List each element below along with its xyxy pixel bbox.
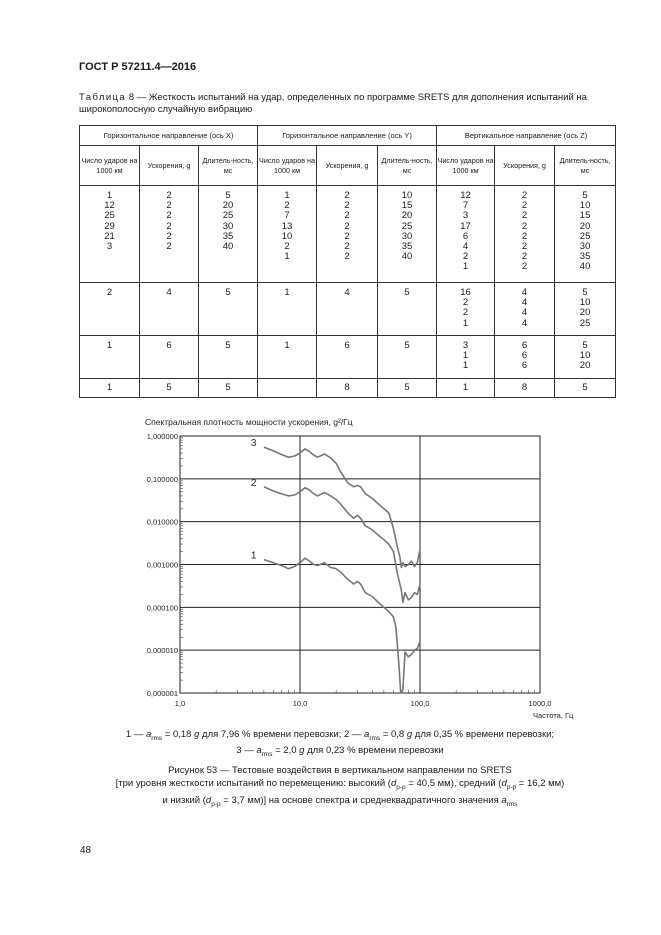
cell-value: 35 xyxy=(579,251,591,263)
document-standard-header: ГОСТ Р 57211.4—2016 xyxy=(79,61,197,73)
cell-value: 25 xyxy=(579,317,591,329)
cell-value: 5 xyxy=(404,340,410,351)
x-tick-label: 100,0 xyxy=(410,699,430,708)
cell-value: 2 xyxy=(344,241,350,253)
cell-value: 2 xyxy=(521,230,528,242)
cell-value: 20 xyxy=(579,360,591,372)
table-cell xyxy=(437,283,495,336)
cell-value: 12 xyxy=(460,190,471,201)
cell-value: 35 xyxy=(401,241,413,253)
cell-value: 17 xyxy=(460,220,471,232)
legend-line-1: 1 — $a_{rms} = 0,18$ g для 7,96 % времени перевозки; 2 — $a_{rms} = 0,8$ g для 0,35 % времени перевозки; xyxy=(125,729,555,742)
series-label-1: 1 xyxy=(250,550,257,562)
table-cell xyxy=(199,336,258,379)
table-cell xyxy=(140,283,199,336)
cell-value: 5 xyxy=(404,287,410,298)
cell-value: 5 xyxy=(404,382,410,393)
cell-value: 5 xyxy=(582,382,588,393)
x-tick-label: 1000,0 xyxy=(528,699,552,708)
cell-value: 30 xyxy=(579,241,591,253)
x-tick-label: 10,0 xyxy=(292,699,308,708)
legend-line-2: 3 — $a_{rms} = 2,0$ g для 0,23 % времени перевозки xyxy=(236,745,444,759)
table-section-row xyxy=(80,186,616,283)
table-cell xyxy=(555,186,616,283)
cell-value: 4 xyxy=(344,287,350,298)
cell-value: 1 xyxy=(284,251,290,263)
table-cell xyxy=(555,379,616,398)
y-tick-labels xyxy=(147,432,178,698)
subheader-cell: Ускорения, g xyxy=(495,146,555,186)
cell-value: 6 xyxy=(521,360,528,372)
cell-value: 6 xyxy=(521,340,528,351)
cell-value: 1 xyxy=(106,382,113,393)
series-line-3 xyxy=(264,447,420,567)
cell-value: 3 xyxy=(106,241,113,253)
table-cell xyxy=(258,283,317,336)
x-axis-label: Частота, Гц xyxy=(533,711,574,720)
cell-value: 6 xyxy=(344,340,350,351)
cell-value: 15 xyxy=(579,210,591,222)
group-header-x-axis: Горизонтальное направление (ось X) xyxy=(80,126,258,146)
cell-value: 2 xyxy=(284,241,290,253)
cell-value: 40 xyxy=(401,251,413,263)
figure-caption-line-1: Рисунок 53 — Тестовые воздействия в вертикальном направлении по SRETS xyxy=(168,765,512,776)
cell-value: 25 xyxy=(401,220,413,232)
series-line-1 xyxy=(264,558,420,693)
cell-value: 2 xyxy=(166,230,172,242)
table-cell xyxy=(378,336,437,379)
table-cell xyxy=(495,186,555,283)
table-cell xyxy=(555,336,616,379)
cell-value: 25 xyxy=(222,210,234,222)
cell-value: 2 xyxy=(344,200,350,212)
cell-value: 2 xyxy=(284,200,290,212)
figure-caption-line-3: и низкий ($d_{p-p} = 3,7$ мм)] на основе спектра и среднеквадратичного значения $a_{rms}$ xyxy=(162,794,518,808)
table-body xyxy=(80,186,616,398)
cell-value: 2 xyxy=(166,241,172,253)
chart-grid xyxy=(180,436,540,693)
table-caption xyxy=(79,92,619,116)
chart-legend xyxy=(100,729,580,762)
cell-value: 5 xyxy=(225,190,231,201)
cell-value: 2 xyxy=(344,210,350,222)
cell-value: 1 xyxy=(284,340,290,351)
subheader-cell: Длитель-ность, мс xyxy=(199,146,258,186)
cell-value: 20 xyxy=(222,200,234,212)
cell-value: 5 xyxy=(225,340,231,351)
cell-value: 7 xyxy=(462,200,469,212)
cell-value: 1 xyxy=(462,261,469,273)
cell-value: 5 xyxy=(582,190,588,201)
subheader-cell: Длитель-ность, мс xyxy=(555,146,616,186)
table-cell xyxy=(317,336,378,379)
table-section-row xyxy=(80,336,616,379)
cell-value: 2 xyxy=(521,210,528,222)
cell-value: 2 xyxy=(166,210,172,222)
cell-value: 4 xyxy=(462,241,469,253)
subheader-cell: Длитель-ность, мс xyxy=(378,146,437,186)
subheader-cell: Число ударов на 1000 км xyxy=(80,146,140,186)
cell-value: 2 xyxy=(166,190,172,201)
table-cell xyxy=(199,186,258,283)
cell-value: 5 xyxy=(166,382,172,393)
table-cell xyxy=(378,283,437,336)
cell-value: 4 xyxy=(521,297,528,309)
subheader-cell: Ускорения, g xyxy=(140,146,199,186)
cell-value: 4 xyxy=(521,317,528,329)
table-cell xyxy=(317,283,378,336)
cell-value: 2 xyxy=(462,297,469,309)
cell-value: 29 xyxy=(104,220,115,232)
cell-value: 4 xyxy=(521,287,528,298)
cell-value: 10 xyxy=(579,200,591,212)
cell-value: 5 xyxy=(225,382,231,393)
cell-value: 20 xyxy=(579,220,591,232)
subheader-cell: Ускорения, g xyxy=(317,146,378,186)
table-cell xyxy=(199,283,258,336)
chart-title: Спектральная плотность мощности ускорения, g²/Гц xyxy=(145,417,353,427)
cell-value: 2 xyxy=(106,287,113,298)
cell-value: 30 xyxy=(401,230,413,242)
cell-value: 10 xyxy=(281,230,293,242)
cell-value: 20 xyxy=(401,210,413,222)
cell-value: 1 xyxy=(106,340,113,351)
cell-value: 1 xyxy=(462,350,469,362)
table-cell xyxy=(378,379,437,398)
cell-value: 5 xyxy=(582,340,588,351)
figure-caption-line-2: [три уровня жесткости испытаний по перемещению: высокий ($d_{p-p} = 40,5$ мм), средний ($d_{p-p} = 16,2$ мм) xyxy=(115,778,565,791)
cell-value: 2 xyxy=(521,220,528,232)
cell-value: 10 xyxy=(401,190,413,201)
cell-value: 20 xyxy=(579,307,591,319)
y-tick-label: 0,001000 xyxy=(146,560,178,570)
table-section-row xyxy=(80,379,616,398)
table-cell xyxy=(140,379,199,398)
table-cell xyxy=(317,379,378,398)
cell-value: 40 xyxy=(222,241,234,253)
cell-value: 21 xyxy=(104,230,115,242)
y-tick-label: 0,000010 xyxy=(146,646,178,656)
cell-value: 1 xyxy=(106,190,113,201)
impact-severity-table xyxy=(79,125,616,398)
table-cell xyxy=(80,336,140,379)
cell-value: 2 xyxy=(344,190,350,201)
cell-value: 7 xyxy=(284,210,290,222)
table-cell xyxy=(80,186,140,283)
psd-chart-svg xyxy=(145,412,585,722)
table-cell xyxy=(495,379,555,398)
table-section-row xyxy=(80,283,616,336)
cell-value: 2 xyxy=(344,251,350,263)
table-caption-lead: Таблица xyxy=(79,92,127,103)
cell-value: 4 xyxy=(521,307,528,319)
cell-value: 1 xyxy=(462,317,469,329)
cell-value: 3 xyxy=(462,340,469,351)
cell-value: 1 xyxy=(284,287,290,298)
x-tick-label: 1,0 xyxy=(174,699,186,708)
cell-value: 15 xyxy=(401,200,413,212)
cell-value: 10 xyxy=(579,350,591,362)
cell-value: 13 xyxy=(281,220,293,232)
cell-value: 12 xyxy=(104,200,115,212)
series-label-2: 2 xyxy=(250,477,257,489)
table-group-header-row xyxy=(80,126,616,146)
table-cell xyxy=(437,336,495,379)
group-header-y-axis: Горизонтальное направление (ось Y) xyxy=(258,126,437,146)
cell-value: 2 xyxy=(166,220,172,232)
cell-value: 25 xyxy=(579,230,591,242)
cell-value: 30 xyxy=(222,220,234,232)
table-cell xyxy=(495,336,555,379)
table-cell xyxy=(80,379,140,398)
y-tick-label: 0,010000 xyxy=(146,517,178,527)
table-cell xyxy=(140,186,199,283)
y-tick-label: 0,000100 xyxy=(146,603,178,613)
table-cell xyxy=(199,379,258,398)
y-tick-label: 0,000001 xyxy=(146,689,178,698)
subheader-cell: Число ударов на 1000 км xyxy=(258,146,317,186)
cell-value: 2 xyxy=(521,241,528,253)
cell-value: 2 xyxy=(462,307,469,319)
cell-value: 16 xyxy=(460,287,471,298)
cell-value: 8 xyxy=(344,382,350,393)
cell-value: 1 xyxy=(462,360,469,372)
table-cell xyxy=(378,186,437,283)
cell-value: 6 xyxy=(521,350,528,362)
psd-chart xyxy=(145,412,585,722)
cell-value: 6 xyxy=(166,340,172,351)
figure-caption xyxy=(85,764,595,811)
table-cell xyxy=(317,186,378,283)
table-cell xyxy=(495,283,555,336)
cell-value: 2 xyxy=(344,220,350,232)
cell-value: 8 xyxy=(521,382,528,393)
group-header-z-axis: Вертикальное направление (ось Z) xyxy=(437,126,616,146)
cell-value: 25 xyxy=(104,210,115,222)
cell-value: 2 xyxy=(462,251,469,263)
cell-value: 2 xyxy=(521,190,528,201)
cell-value: 4 xyxy=(166,287,172,298)
table-cell xyxy=(140,336,199,379)
table-cell xyxy=(437,379,495,398)
cell-value: 5 xyxy=(225,287,231,298)
cell-value: 2 xyxy=(521,261,528,273)
impact-severity-table-container xyxy=(79,125,615,397)
table-caption-text: 8 — Жесткость испытаний на удар, определенных по программе SRETS для дополнения испытаний на широкополосную случайную вибрацию xyxy=(79,92,587,115)
cell-value: 40 xyxy=(579,261,591,273)
chart-series xyxy=(251,438,420,693)
page-number: 48 xyxy=(80,845,92,856)
table-cell xyxy=(258,336,317,379)
subheader-cell: Число ударов на 1000 км xyxy=(437,146,495,186)
table-cell xyxy=(437,186,495,283)
cell-value: 2 xyxy=(521,251,528,263)
table-subheader-row xyxy=(80,146,616,186)
table-cell xyxy=(555,283,616,336)
cell-value: 2 xyxy=(344,230,350,242)
cell-value: 5 xyxy=(582,287,588,298)
cell-value: 2 xyxy=(521,200,528,212)
table-cell xyxy=(258,186,317,283)
cell-value: 2 xyxy=(166,200,172,212)
cell-value: 1 xyxy=(284,190,290,201)
y-tick-label: 1,000000 xyxy=(146,432,178,441)
cell-value: 10 xyxy=(579,297,591,309)
table-cell xyxy=(258,379,317,398)
table-cell xyxy=(80,283,140,336)
y-tick-label: 0,100000 xyxy=(146,474,178,484)
cell-value: 1 xyxy=(462,382,469,393)
cell-value: 3 xyxy=(462,210,469,222)
cell-value: 6 xyxy=(462,230,469,242)
x-tick-labels xyxy=(175,699,552,708)
series-label-3: 3 xyxy=(250,438,257,450)
cell-value xyxy=(258,383,316,393)
cell-value: 35 xyxy=(222,230,234,242)
